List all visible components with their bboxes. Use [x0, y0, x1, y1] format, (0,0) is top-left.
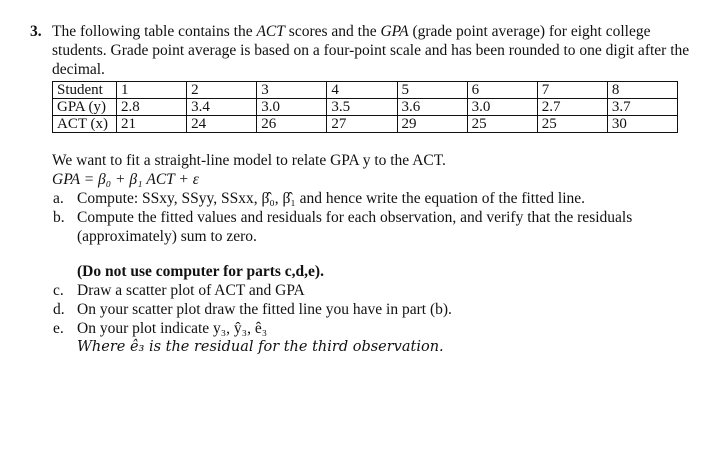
table-row [53, 82, 678, 99]
residual-definition: Where ê₃ is the residual for the third observation. [77, 339, 444, 355]
question-number: 3. [30, 23, 42, 40]
model-equation: GPA = β₀ + β₁ ACT + ε [52, 171, 199, 188]
table-cell: 26 [257, 116, 327, 133]
table-cell: 3.5 [327, 99, 397, 116]
part-a [30, 189, 690, 208]
intro-act: ACT [256, 23, 285, 40]
intro-part-c: (grade point average) for eight college students. Grade point average is based on a four-point scale and has been rounded to one digit after the decimal. [52, 23, 690, 78]
part-text: Compute: SSxy, SSyy, SSxx, β̂₀, β̂₁ and hence write the equation of the fitted line. [77, 190, 586, 207]
parts-list-2 [30, 281, 690, 338]
table-cell: 2 [187, 82, 257, 99]
part-label: a. [53, 190, 64, 207]
part-label: b. [53, 209, 65, 226]
table-cell: 27 [327, 116, 397, 133]
data-table [52, 81, 678, 133]
part-text: Draw a scatter plot of ACT and GPA [77, 282, 305, 299]
table-cell: 3.0 [257, 99, 327, 116]
part-label: d. [53, 301, 65, 318]
problem-3 [30, 22, 690, 357]
table-cell: 21 [117, 116, 187, 133]
part-label: c. [53, 282, 64, 299]
table-cell: 30 [607, 116, 677, 133]
part-b [30, 208, 690, 246]
fit-sentence: We want to fit a straight-line model to relate GPA y to the ACT. [52, 152, 446, 169]
table-cell: 8 [607, 82, 677, 99]
row-header: Student [53, 82, 117, 99]
table-row [53, 99, 678, 116]
table-cell: 2.7 [537, 99, 607, 116]
table-cell: 4 [327, 82, 397, 99]
part-text: Compute the fitted values and residuals for each observation, and verify that the residuals (approximately) sum to zero. [77, 209, 633, 245]
table-row [53, 116, 678, 133]
part-label: e. [53, 320, 64, 337]
table-cell: 25 [467, 116, 537, 133]
no-computer-note: (Do not use computer for parts c,d,e). [77, 263, 324, 280]
part-c [30, 281, 690, 300]
parts-list-1 [30, 189, 690, 246]
problem-intro [52, 22, 690, 79]
table-cell: 3.4 [187, 99, 257, 116]
table-cell: 24 [187, 116, 257, 133]
table-cell: 3.7 [607, 99, 677, 116]
part-d [30, 300, 690, 319]
table-cell: 1 [117, 82, 187, 99]
table-cell: 7 [537, 82, 607, 99]
table-cell: 2.8 [117, 99, 187, 116]
intro-gpa: GPA [380, 23, 409, 40]
table-cell: 29 [397, 116, 467, 133]
table-cell: 3 [257, 82, 327, 99]
row-header: ACT (x) [53, 116, 117, 133]
table-cell: 3.0 [467, 99, 537, 116]
part-e [30, 319, 690, 338]
intro-part-b: scores and the [284, 23, 381, 40]
table-cell: 3.6 [397, 99, 467, 116]
table-cell: 25 [537, 116, 607, 133]
table-cell: 5 [397, 82, 467, 99]
part-text: On your plot indicate y₃, ŷ₃, ê₃ [77, 320, 268, 337]
table-cell: 6 [467, 82, 537, 99]
part-text: On your scatter plot draw the fitted line you have in part (b). [77, 301, 452, 318]
row-header: GPA (y) [53, 99, 117, 116]
intro-part-a: The following table contains the [52, 23, 257, 40]
